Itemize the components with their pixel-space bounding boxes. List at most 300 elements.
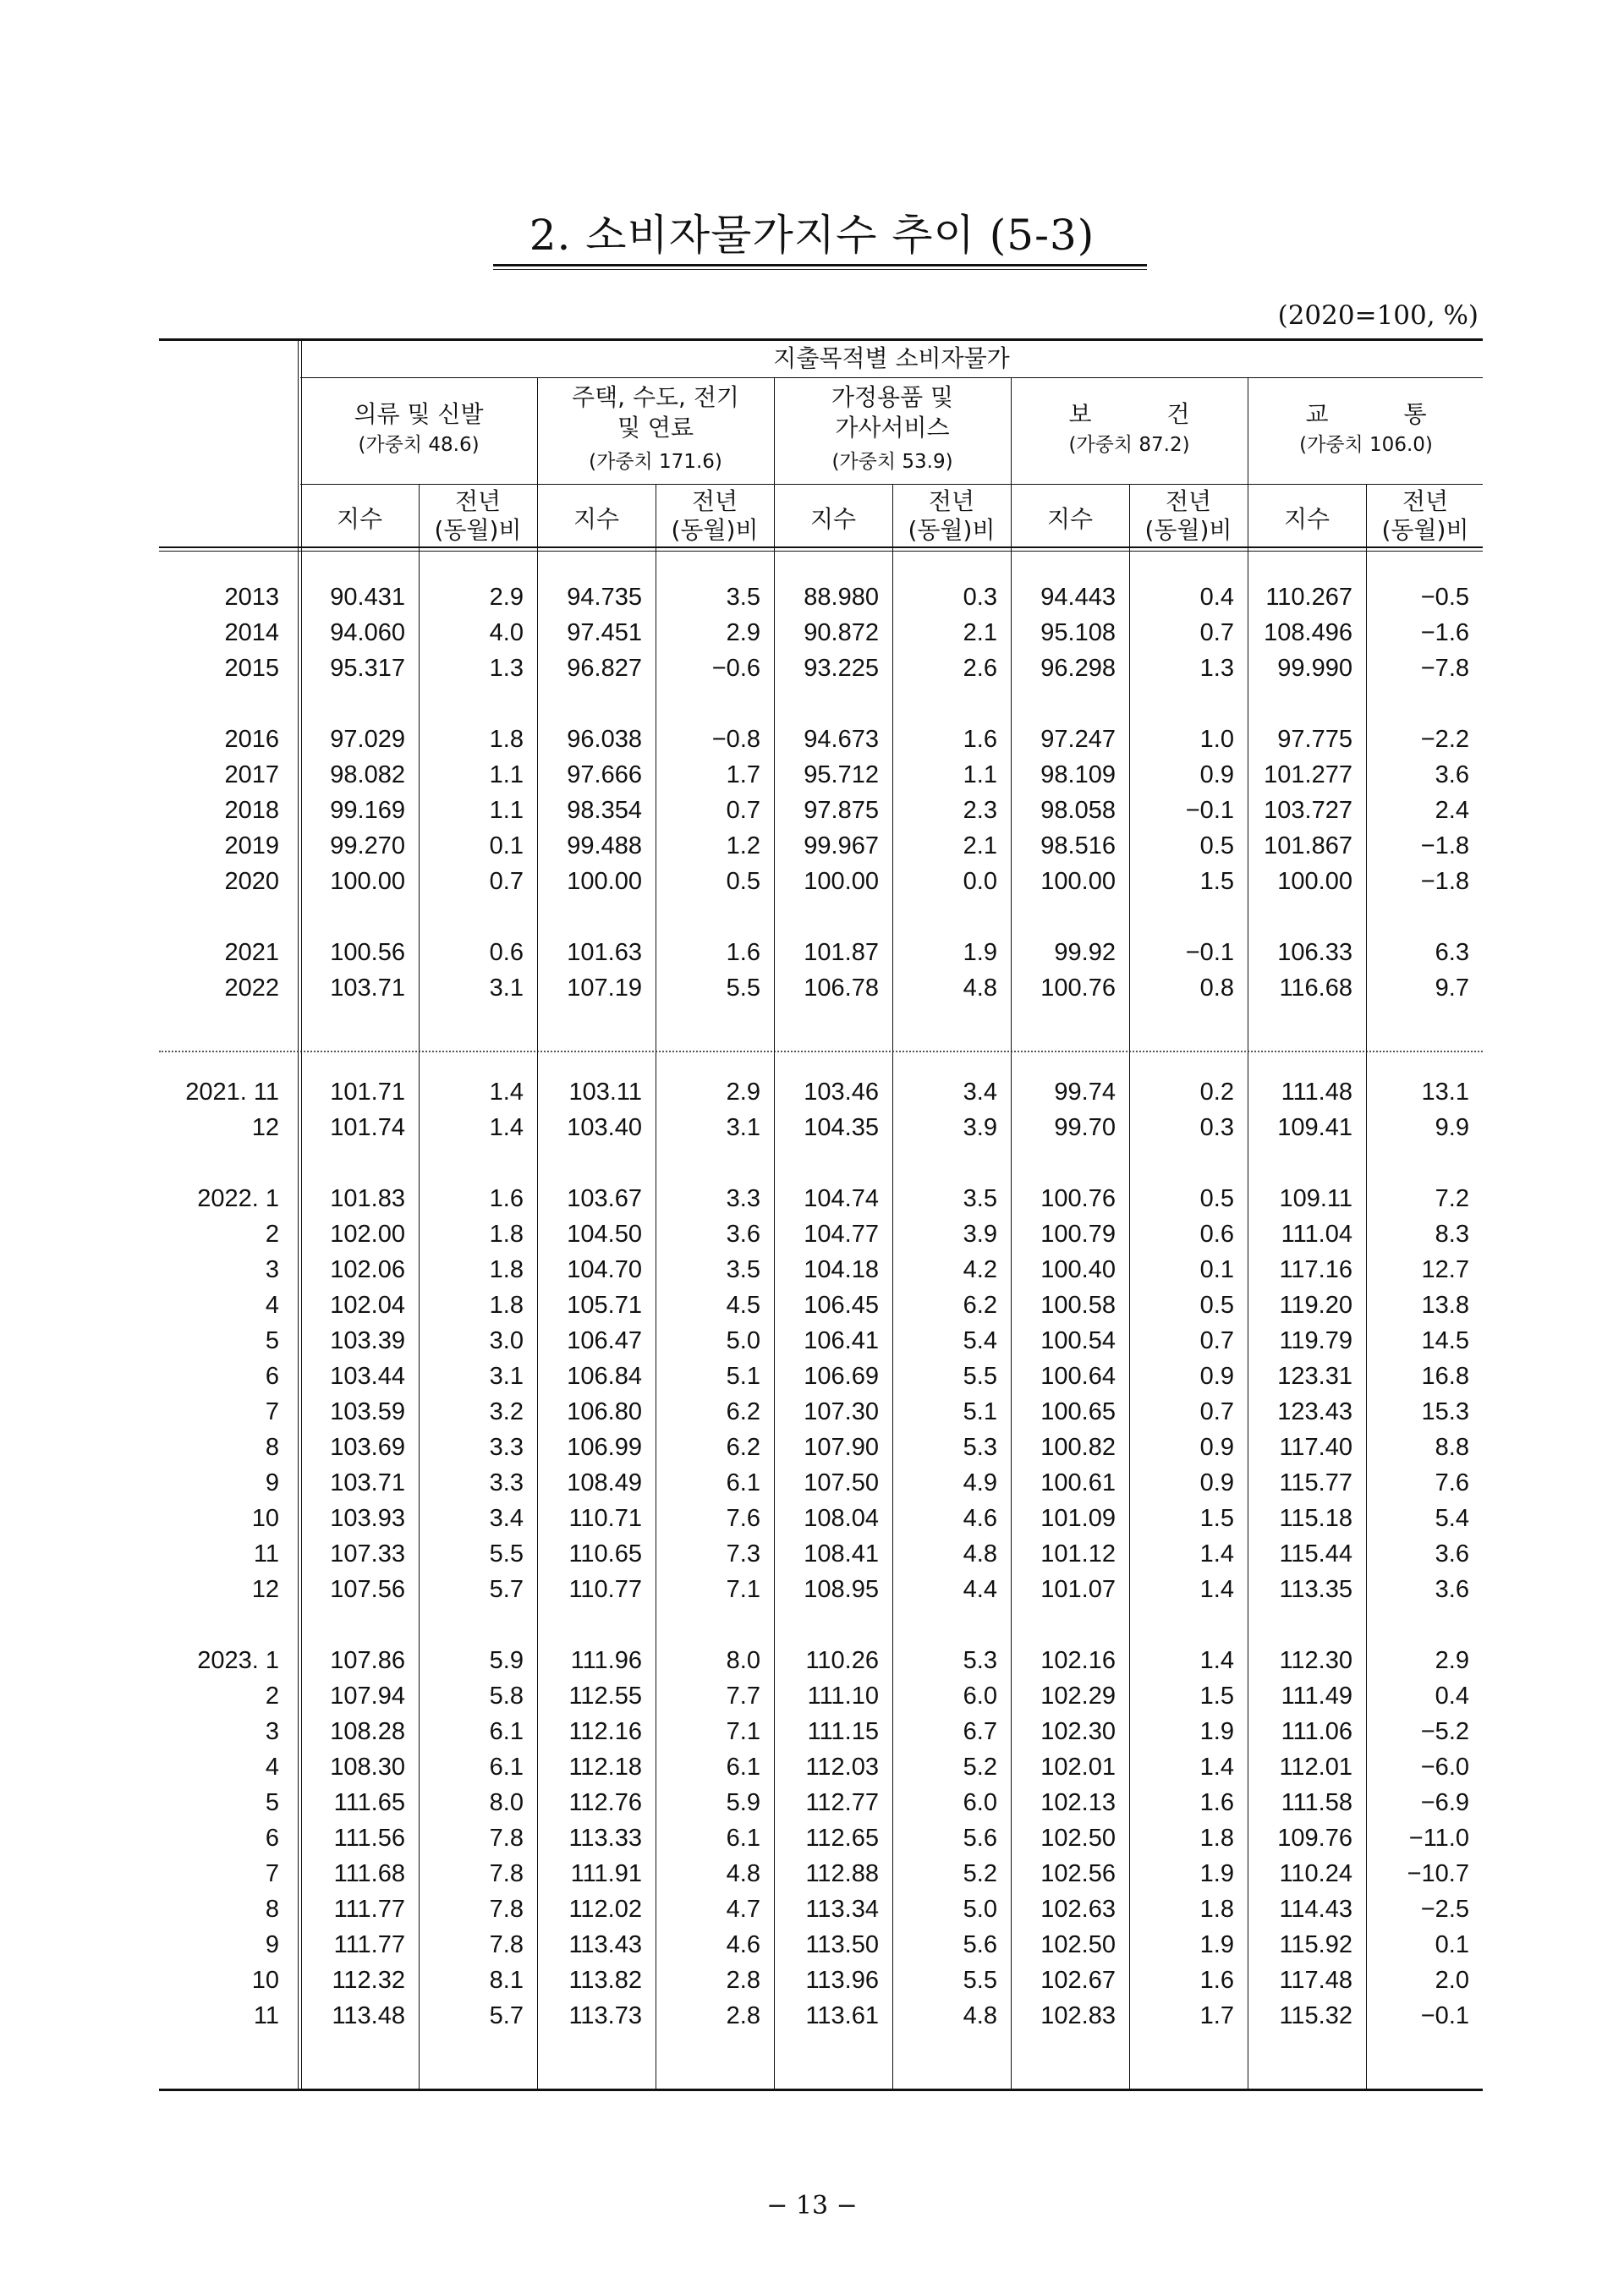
index-cell: 95.108 xyxy=(1040,619,1116,646)
table-row xyxy=(159,1359,1483,1394)
yoy-cell: 1.0 xyxy=(1199,726,1234,753)
yoy-cell: 1.8 xyxy=(489,1221,524,1248)
yoy-cell: 0.0 xyxy=(963,868,997,895)
index-cell: 113.50 xyxy=(805,1931,879,1958)
yoy-cell: 4.8 xyxy=(963,975,997,1002)
sub-header-index: 지수 xyxy=(1283,505,1330,533)
index-cell: 99.169 xyxy=(330,797,405,824)
index-cell: 103.93 xyxy=(330,1505,405,1532)
yoy-cell: 1.4 xyxy=(489,1114,524,1141)
category-weight: (가중치 171.6) xyxy=(589,451,722,473)
yoy-cell: 3.6 xyxy=(1435,1576,1469,1603)
table-row xyxy=(159,1749,1483,1785)
yoy-cell: 0.9 xyxy=(1199,1469,1234,1496)
yoy-cell: 2.6 xyxy=(963,655,997,682)
row-label: 6 xyxy=(265,1363,279,1390)
category-name: 주택, 수도, 전기 xyxy=(572,383,739,411)
index-cell: 111.65 xyxy=(333,1789,405,1816)
subcol-divider-3 xyxy=(1129,484,1130,2089)
index-cell: 113.35 xyxy=(1279,1576,1352,1603)
table-row xyxy=(159,1216,1483,1252)
yoy-cell: 2.0 xyxy=(1435,1967,1469,1994)
index-cell: 106.41 xyxy=(804,1327,879,1354)
index-cell: 99.92 xyxy=(1054,939,1116,966)
row-label: 2023. 1 xyxy=(197,1647,279,1674)
yoy-cell: 8.1 xyxy=(489,1967,524,1994)
yoy-cell: −0.5 xyxy=(1420,584,1469,611)
index-cell: 107.86 xyxy=(330,1647,405,1674)
yoy-cell: 9.7 xyxy=(1435,975,1469,1002)
index-cell: 108.30 xyxy=(330,1754,405,1781)
yoy-cell: −2.5 xyxy=(1420,1896,1469,1923)
yoy-cell: 0.7 xyxy=(726,797,760,824)
index-cell: 104.77 xyxy=(804,1221,879,1248)
table-row xyxy=(159,935,1483,970)
index-cell: 111.58 xyxy=(1281,1789,1352,1816)
row-label: 2015 xyxy=(224,655,279,682)
yoy-cell: 5.2 xyxy=(963,1754,997,1781)
yoy-cell: 5.5 xyxy=(726,975,760,1002)
index-cell: 112.16 xyxy=(568,1718,642,1745)
yoy-cell: 3.0 xyxy=(489,1327,524,1354)
yoy-cell: 2.9 xyxy=(726,1079,760,1106)
group-header: 지출목적별 소비자물가 xyxy=(773,344,1010,372)
yoy-cell: 6.2 xyxy=(726,1398,760,1425)
table-row xyxy=(159,615,1483,651)
yoy-cell: 0.7 xyxy=(1199,1327,1234,1354)
index-cell: 93.225 xyxy=(804,655,879,682)
yoy-cell: 1.9 xyxy=(1199,1860,1234,1887)
table-row xyxy=(159,864,1483,899)
category-weight: (가중치 87.2) xyxy=(1068,434,1190,456)
row-label: 2 xyxy=(265,1221,279,1248)
row-label: 11 xyxy=(253,2002,279,2029)
index-cell: 111.77 xyxy=(333,1896,405,1923)
index-cell: 111.10 xyxy=(807,1683,879,1710)
table-row xyxy=(159,1572,1483,1607)
index-cell: 112.32 xyxy=(332,1967,405,1994)
row-label: 2021 xyxy=(224,939,279,966)
category-name: 의류 및 신발 xyxy=(354,400,484,428)
yoy-cell: 5.9 xyxy=(726,1789,760,1816)
yoy-cell: 7.8 xyxy=(489,1860,524,1887)
index-cell: 115.77 xyxy=(1279,1469,1352,1496)
index-cell: 100.40 xyxy=(1040,1256,1116,1283)
table-row xyxy=(159,1323,1483,1359)
index-cell: 102.83 xyxy=(1040,2002,1116,2029)
yoy-cell: 5.0 xyxy=(726,1327,760,1354)
sub-header-index: 지수 xyxy=(573,505,620,533)
index-cell: 117.40 xyxy=(1279,1434,1352,1461)
cpi-table xyxy=(159,338,1483,2091)
index-cell: 110.26 xyxy=(805,1647,879,1674)
index-cell: 99.488 xyxy=(567,832,642,859)
yoy-cell: 6.2 xyxy=(963,1292,997,1319)
section-divider xyxy=(159,1051,1483,1052)
index-cell: 112.01 xyxy=(1279,1754,1352,1781)
table-row xyxy=(159,828,1483,864)
category-name: 가정용품 및 xyxy=(831,383,954,411)
sub-header-yoy xyxy=(892,487,1011,545)
index-cell: 101.07 xyxy=(1040,1576,1116,1603)
sub-header-yoy xyxy=(656,487,774,545)
yoy-cell: 6.0 xyxy=(963,1789,997,1816)
category-weight: (가중치 106.0) xyxy=(1299,434,1433,456)
index-cell: 110.77 xyxy=(568,1576,642,1603)
index-cell: 99.967 xyxy=(804,832,879,859)
table-row xyxy=(159,1536,1483,1572)
index-cell: 104.74 xyxy=(804,1185,879,1212)
table-row xyxy=(159,970,1483,1006)
yoy-cell: 3.3 xyxy=(726,1185,760,1212)
index-cell: 114.43 xyxy=(1279,1896,1352,1923)
yoy-cell: 3.3 xyxy=(489,1469,524,1496)
sub-header-index: 지수 xyxy=(1046,505,1094,533)
index-cell: 100.64 xyxy=(1040,1363,1116,1390)
row-label: 2016 xyxy=(224,726,279,753)
yoy-cell: 1.9 xyxy=(1199,1931,1234,1958)
yoy-cell: 5.5 xyxy=(963,1967,997,1994)
yoy-cell: 1.3 xyxy=(1199,655,1234,682)
yoy-cell: 1.7 xyxy=(726,761,760,788)
yoy-cell: 2.3 xyxy=(963,797,997,824)
index-cell: 103.71 xyxy=(330,975,405,1002)
index-cell: 96.298 xyxy=(1040,655,1116,682)
yoy-cell: 0.5 xyxy=(1199,832,1234,859)
yoy-cell: 16.8 xyxy=(1421,1363,1469,1390)
index-cell: 112.18 xyxy=(568,1754,642,1781)
yoy-cell: 7.2 xyxy=(1435,1185,1469,1212)
table-row xyxy=(159,1501,1483,1536)
yoy-cell: 1.6 xyxy=(1199,1789,1234,1816)
category-header-0 xyxy=(300,399,537,460)
index-cell: 90.431 xyxy=(330,584,405,611)
header-bottom-rule-thin xyxy=(159,551,1483,552)
yoy-cell: 0.5 xyxy=(726,868,760,895)
yoy-cell: 5.3 xyxy=(963,1434,997,1461)
yoy-cell: 2.9 xyxy=(1435,1647,1469,1674)
index-cell: 94.673 xyxy=(804,726,879,753)
index-cell: 113.48 xyxy=(332,2002,405,2029)
yoy-cell: 1.8 xyxy=(489,1256,524,1283)
yoy-cell: 12.7 xyxy=(1421,1256,1469,1283)
index-cell: 94.735 xyxy=(567,584,642,611)
index-cell: 102.63 xyxy=(1040,1896,1116,1923)
yoy-cell: 0.9 xyxy=(1199,1434,1234,1461)
index-cell: 100.00 xyxy=(1277,868,1352,895)
index-cell: 97.875 xyxy=(804,797,879,824)
table-row xyxy=(159,793,1483,828)
index-cell: 97.775 xyxy=(1277,726,1352,753)
title-underline-thin xyxy=(493,269,1147,270)
row-label: 4 xyxy=(265,1754,279,1781)
index-cell: 102.00 xyxy=(330,1221,405,1248)
category-weight: (가중치 53.9) xyxy=(831,451,953,473)
index-cell: 106.99 xyxy=(567,1434,642,1461)
table-row xyxy=(159,757,1483,793)
yoy-cell: −1.8 xyxy=(1420,832,1469,859)
yoy-cell: 1.3 xyxy=(489,655,524,682)
yoy-cell: 1.9 xyxy=(1199,1718,1234,1745)
yoy-cell: 0.1 xyxy=(489,832,524,859)
index-cell: 100.76 xyxy=(1040,975,1116,1002)
index-cell: 103.11 xyxy=(568,1079,642,1106)
index-cell: 103.71 xyxy=(330,1469,405,1496)
index-cell: 115.18 xyxy=(1279,1505,1352,1532)
index-cell: 97.666 xyxy=(567,761,642,788)
row-label: 7 xyxy=(265,1860,279,1887)
index-cell: 103.69 xyxy=(330,1434,405,1461)
yoy-cell: 0.5 xyxy=(1199,1185,1234,1212)
yoy-cell: 1.5 xyxy=(1199,1505,1234,1532)
yoy-cell: 0.1 xyxy=(1435,1931,1469,1958)
index-cell: 100.56 xyxy=(330,939,405,966)
index-cell: 110.71 xyxy=(568,1505,642,1532)
index-cell: 110.65 xyxy=(568,1540,642,1568)
yoy-cell: 4.9 xyxy=(963,1469,997,1496)
category-rule xyxy=(300,484,1483,485)
yoy-cell: 13.1 xyxy=(1421,1079,1469,1106)
yoy-cell: 6.2 xyxy=(726,1434,760,1461)
yoy-cell: −10.7 xyxy=(1407,1860,1469,1887)
index-cell: 102.06 xyxy=(330,1256,405,1283)
yoy-cell: 8.8 xyxy=(1435,1434,1469,1461)
yoy-cell: 7.7 xyxy=(726,1683,760,1710)
yoy-cell: −7.8 xyxy=(1420,655,1469,682)
index-cell: 104.18 xyxy=(804,1256,879,1283)
yoy-cell: 5.5 xyxy=(489,1540,524,1568)
yoy-cell: 1.8 xyxy=(489,726,524,753)
table-row xyxy=(159,1714,1483,1749)
yoy-cell: 4.4 xyxy=(963,1576,997,1603)
index-cell: 90.872 xyxy=(804,619,879,646)
index-cell: 112.76 xyxy=(568,1789,642,1816)
index-cell: 112.65 xyxy=(805,1825,879,1852)
index-cell: 113.73 xyxy=(568,2002,642,2029)
index-cell: 112.77 xyxy=(805,1789,879,1816)
index-cell: 113.33 xyxy=(568,1825,642,1852)
yoy-cell: 0.9 xyxy=(1199,1363,1234,1390)
index-cell: 113.96 xyxy=(805,1967,879,1994)
yoy-cell: 1.6 xyxy=(1199,1967,1234,1994)
index-cell: 95.317 xyxy=(330,655,405,682)
yoy-cell: 1.1 xyxy=(489,761,524,788)
sub-header-yoy-line1: 전년 xyxy=(1165,487,1212,515)
row-label: 9 xyxy=(265,1469,279,1496)
index-cell: 108.28 xyxy=(330,1718,405,1745)
yoy-cell: −6.9 xyxy=(1420,1789,1469,1816)
yoy-cell: 3.4 xyxy=(963,1079,997,1106)
yoy-cell: 5.4 xyxy=(963,1327,997,1354)
index-cell: 100.00 xyxy=(1040,868,1116,895)
yoy-cell: 3.6 xyxy=(1435,761,1469,788)
index-cell: 111.06 xyxy=(1281,1718,1352,1745)
yoy-cell: 0.4 xyxy=(1435,1683,1469,1710)
index-cell: 111.68 xyxy=(333,1860,405,1887)
yoy-cell: 0.5 xyxy=(1199,1292,1234,1319)
yoy-cell: 5.8 xyxy=(489,1683,524,1710)
index-cell: 105.71 xyxy=(567,1292,642,1319)
yoy-cell: 2.1 xyxy=(963,619,997,646)
yoy-cell: 1.6 xyxy=(726,939,760,966)
table-row xyxy=(159,1927,1483,1963)
index-cell: 104.50 xyxy=(567,1221,642,1248)
yoy-cell: −0.1 xyxy=(1185,939,1234,966)
table-row xyxy=(159,1856,1483,1891)
index-cell: 111.04 xyxy=(1281,1221,1352,1248)
yoy-cell: 7.6 xyxy=(1435,1469,1469,1496)
row-label: 2020 xyxy=(224,868,279,895)
index-cell: 108.41 xyxy=(804,1540,879,1568)
yoy-cell: 6.1 xyxy=(489,1718,524,1745)
row-label: 3 xyxy=(265,1718,279,1745)
table-row xyxy=(159,1430,1483,1465)
index-cell: 112.03 xyxy=(805,1754,879,1781)
index-cell: 99.70 xyxy=(1054,1114,1116,1141)
category-name: 보 건 xyxy=(1068,400,1190,428)
index-cell: 119.79 xyxy=(1279,1327,1352,1354)
index-cell: 96.827 xyxy=(567,655,642,682)
table-row xyxy=(159,1998,1483,2034)
row-label: 2019 xyxy=(224,832,279,859)
row-label: 2013 xyxy=(224,584,279,611)
yoy-cell: 1.4 xyxy=(1199,1754,1234,1781)
yoy-cell: 3.5 xyxy=(963,1185,997,1212)
yoy-cell: 3.1 xyxy=(489,1363,524,1390)
yoy-cell: 3.1 xyxy=(489,975,524,1002)
index-cell: 106.78 xyxy=(804,975,879,1002)
sub-header-yoy-line1: 전년 xyxy=(1402,487,1449,515)
index-cell: 99.990 xyxy=(1277,655,1352,682)
page-number: − 13 − xyxy=(766,2191,858,2221)
index-cell: 101.12 xyxy=(1040,1540,1116,1568)
yoy-cell: 0.3 xyxy=(1199,1114,1234,1141)
table-row xyxy=(159,579,1483,615)
index-cell: 106.84 xyxy=(567,1363,642,1390)
table-row xyxy=(159,651,1483,686)
yoy-cell: 6.1 xyxy=(489,1754,524,1781)
yoy-cell: 5.7 xyxy=(489,1576,524,1603)
yoy-cell: 5.0 xyxy=(963,1896,997,1923)
index-cell: 100.00 xyxy=(330,868,405,895)
index-cell: 100.61 xyxy=(1040,1469,1116,1496)
yoy-cell: 5.6 xyxy=(963,1825,997,1852)
yoy-cell: 2.4 xyxy=(1435,797,1469,824)
category-name: 교 통 xyxy=(1305,400,1427,428)
row-label: 11 xyxy=(253,1540,279,1568)
yoy-cell: −5.2 xyxy=(1420,1718,1469,1745)
index-cell: 100.54 xyxy=(1040,1327,1116,1354)
index-cell: 97.029 xyxy=(330,726,405,753)
index-cell: 113.43 xyxy=(568,1931,642,1958)
row-label: 10 xyxy=(251,1967,279,1994)
index-cell: 98.082 xyxy=(330,761,405,788)
yoy-cell: 1.5 xyxy=(1199,868,1234,895)
index-cell: 98.058 xyxy=(1040,797,1116,824)
yoy-cell: 5.2 xyxy=(963,1860,997,1887)
index-cell: 97.451 xyxy=(567,619,642,646)
index-cell: 106.47 xyxy=(567,1327,642,1354)
row-label: 12 xyxy=(251,1576,279,1603)
yoy-cell: 7.8 xyxy=(489,1931,524,1958)
row-label: 5 xyxy=(265,1789,279,1816)
row-label: 2 xyxy=(265,1683,279,1710)
index-cell: 104.35 xyxy=(804,1114,879,1141)
index-cell: 101.09 xyxy=(1040,1505,1116,1532)
yoy-cell: 1.5 xyxy=(1199,1683,1234,1710)
yoy-cell: 1.8 xyxy=(489,1292,524,1319)
yoy-cell: 3.6 xyxy=(726,1221,760,1248)
index-cell: 103.44 xyxy=(330,1363,405,1390)
yoy-cell: 2.9 xyxy=(726,619,760,646)
sub-header-yoy-line2: (동월)비 xyxy=(1381,516,1469,544)
row-label: 10 xyxy=(251,1505,279,1532)
index-cell: 113.82 xyxy=(568,1967,642,1994)
yoy-cell: 14.5 xyxy=(1421,1327,1469,1354)
index-cell: 111.56 xyxy=(333,1825,405,1852)
yoy-cell: 3.2 xyxy=(489,1398,524,1425)
sub-header-yoy-line1: 전년 xyxy=(454,487,502,515)
yoy-cell: 4.8 xyxy=(726,1860,760,1887)
yoy-cell: 5.4 xyxy=(1435,1505,1469,1532)
category-divider-2 xyxy=(1011,377,1012,2091)
yoy-cell: 0.4 xyxy=(1199,584,1234,611)
index-cell: 109.11 xyxy=(1279,1185,1352,1212)
index-cell: 107.30 xyxy=(804,1398,879,1425)
category-header-2 xyxy=(774,382,1011,477)
yoy-cell: 8.3 xyxy=(1435,1221,1469,1248)
row-label: 3 xyxy=(265,1256,279,1283)
table-bottom-rule xyxy=(159,2089,1483,2091)
title-underline xyxy=(493,264,1147,266)
yoy-cell: 5.6 xyxy=(963,1931,997,1958)
table-row xyxy=(159,1785,1483,1820)
index-cell: 95.712 xyxy=(804,761,879,788)
category-header-3 xyxy=(1011,399,1248,460)
index-cell: 115.32 xyxy=(1279,2002,1352,2029)
yoy-cell: −1.8 xyxy=(1420,868,1469,895)
subcol-divider-4 xyxy=(1366,484,1367,2089)
index-cell: 102.13 xyxy=(1040,1789,1116,1816)
row-label: 2014 xyxy=(224,619,279,646)
index-cell: 100.00 xyxy=(804,868,879,895)
row-label: 2021. 11 xyxy=(185,1079,279,1106)
table-row xyxy=(159,1074,1483,1110)
table-row xyxy=(159,1110,1483,1145)
index-cell: 106.45 xyxy=(804,1292,879,1319)
index-cell: 107.33 xyxy=(330,1540,405,1568)
yoy-cell: 0.7 xyxy=(489,868,524,895)
row-label: 4 xyxy=(265,1292,279,1319)
row-label: 9 xyxy=(265,1931,279,1958)
sub-header-yoy-line2: (동월)비 xyxy=(671,516,759,544)
index-cell: 107.94 xyxy=(330,1683,405,1710)
index-cell: 106.33 xyxy=(1277,939,1352,966)
yoy-cell: 4.6 xyxy=(726,1931,760,1958)
yoy-cell: 1.2 xyxy=(726,832,760,859)
yoy-cell: 0.2 xyxy=(1199,1079,1234,1106)
yoy-cell: 0.8 xyxy=(1199,975,1234,1002)
yoy-cell: 3.9 xyxy=(963,1114,997,1141)
label-divider xyxy=(298,338,299,2091)
category-header-1 xyxy=(537,382,774,477)
index-cell: 102.50 xyxy=(1040,1931,1116,1958)
yoy-cell: 0.3 xyxy=(963,584,997,611)
index-cell: 102.29 xyxy=(1040,1683,1116,1710)
sub-header-yoy-line1: 전년 xyxy=(691,487,738,515)
index-cell: 111.96 xyxy=(570,1647,642,1674)
yoy-cell: 5.1 xyxy=(963,1398,997,1425)
